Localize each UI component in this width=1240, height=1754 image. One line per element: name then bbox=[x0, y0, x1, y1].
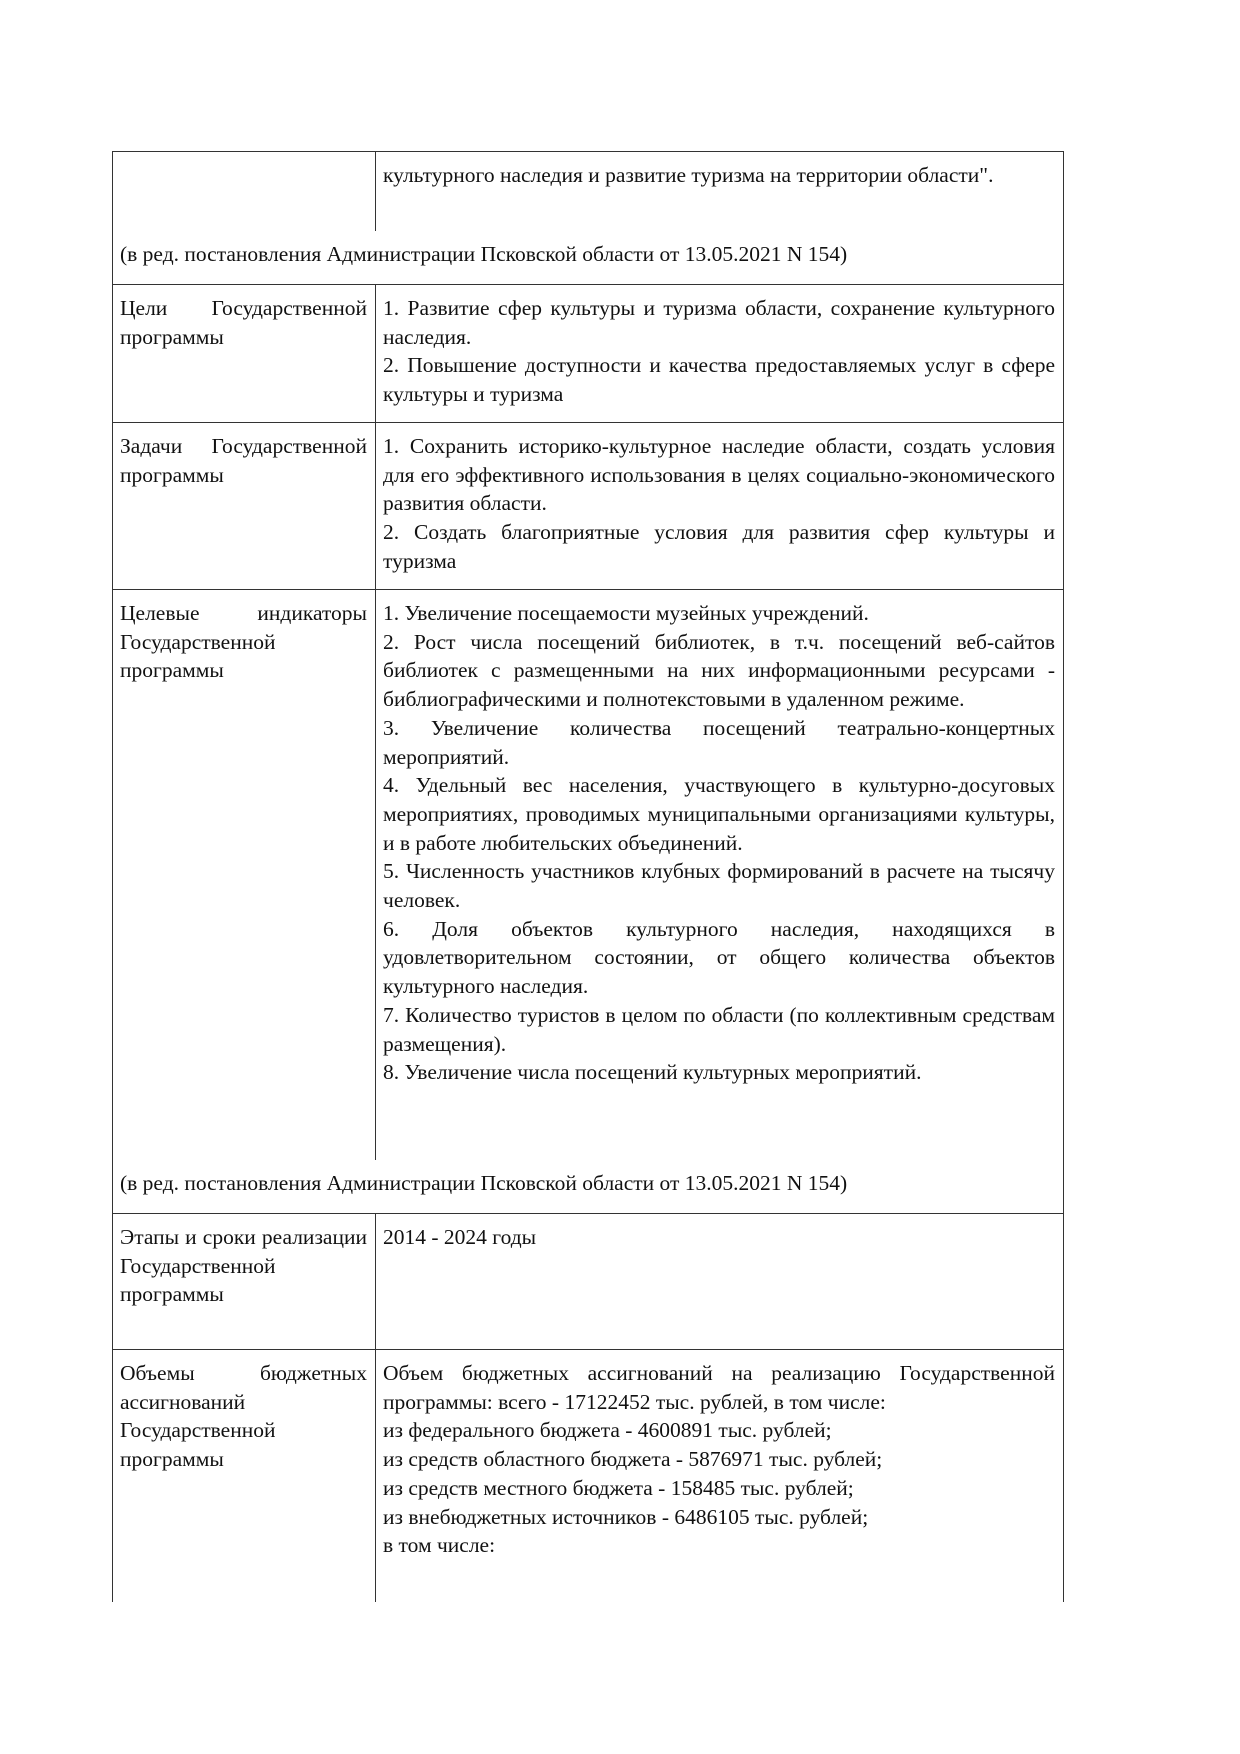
paragraph: из федерального бюджета - 4600891 тыс. рублей; bbox=[383, 1418, 832, 1443]
row-label: Объемы бюджетных ассигнований Государственной программы bbox=[120, 1361, 367, 1472]
table-row-indicators bbox=[113, 590, 1063, 1160]
amendment-note: (в ред. постановления Администрации Псковской области от 13.05.2021 N 154) bbox=[113, 231, 1063, 285]
paragraph: 8. Увеличение числа посещений культурных мероприятий. bbox=[383, 1060, 922, 1085]
paragraph: 1. Увеличение посещаемости музейных учреждений. bbox=[383, 601, 869, 625]
paragraph: из средств областного бюджета - 5876971 тыс. рублей; bbox=[383, 1447, 883, 1472]
paragraph: культурного наследия и развитие туризма на территории области". bbox=[383, 163, 994, 187]
row-label: Цели Государственной программы bbox=[120, 296, 367, 349]
row-label: Задачи Государственной программы bbox=[120, 434, 367, 487]
paragraph: 5. Численность участников клубных формирований в расчете на тысячу человек. bbox=[383, 859, 1055, 913]
value-cell bbox=[376, 152, 1063, 231]
amendment-note: (в ред. постановления Администрации Псковской области от 13.05.2021 N 154) bbox=[113, 1160, 1063, 1214]
paragraph: 2. Повышение доступности и качества предоставляемых услуг в сфере культуры и туризма bbox=[383, 353, 1055, 407]
paragraph: из средств местного бюджета - 158485 тыс. рублей; bbox=[383, 1475, 854, 1500]
paragraph: 1. Сохранить историко-культурное наследие области, создать условия для его эффективного использования в целях социально-экономического развития области. bbox=[383, 434, 1055, 516]
paragraph: 2. Рост числа посещений библиотек, в т.ч. посещений веб-сайтов библиотек с размещенными на них информационными ресурсами - библиографическими и полнотекстовыми в удаленном режиме. bbox=[383, 629, 1055, 712]
row-label: Этапы и сроки реализации Государственной программы bbox=[120, 1225, 367, 1307]
paragraph: из внебюджетных источников - 6486105 тыс. рублей; bbox=[383, 1504, 869, 1529]
paragraph: 3. Увеличение количества посещений театрально-концертных мероприятий. bbox=[383, 715, 1055, 769]
table-row-stages bbox=[113, 1214, 1063, 1350]
program-passport-table bbox=[112, 151, 1064, 1602]
table-row-intro bbox=[113, 152, 1063, 231]
paragraph: 1. Развитие сфер культуры и туризма области, сохранение культурного наследия. bbox=[383, 296, 1055, 349]
label-cell bbox=[113, 152, 376, 231]
paragraph: в том числе: bbox=[383, 1533, 496, 1558]
paragraph: 7. Количество туристов в целом по области (по коллективным средствам размещения). bbox=[383, 1002, 1055, 1056]
table-row-budget bbox=[113, 1350, 1063, 1602]
paragraph: Объем бюджетных ассигнований на реализацию Государственной программы: всего - 17122452 тыс. рублей, в том числе: bbox=[383, 1361, 1055, 1414]
row-label: Целевые индикаторы Государственной программы bbox=[120, 601, 367, 683]
paragraph: 2014 - 2024 годы bbox=[383, 1225, 537, 1249]
paragraph: 4. Удельный вес населения, участвующего в культурно-досуговых мероприятиях, проводимых муниципальными организациями культуры, и в работе любительских объединений. bbox=[383, 773, 1055, 855]
table-row-tasks bbox=[113, 423, 1063, 590]
table-row-goals bbox=[113, 285, 1063, 423]
paragraph: 2. Создать благоприятные условия для развития сфер культуры и туризма bbox=[383, 520, 1055, 573]
paragraph: 6. Доля объектов культурного наследия, находящихся в удовлетворительном состоянии, от общего количества объектов культурного наследия. bbox=[383, 916, 1055, 999]
